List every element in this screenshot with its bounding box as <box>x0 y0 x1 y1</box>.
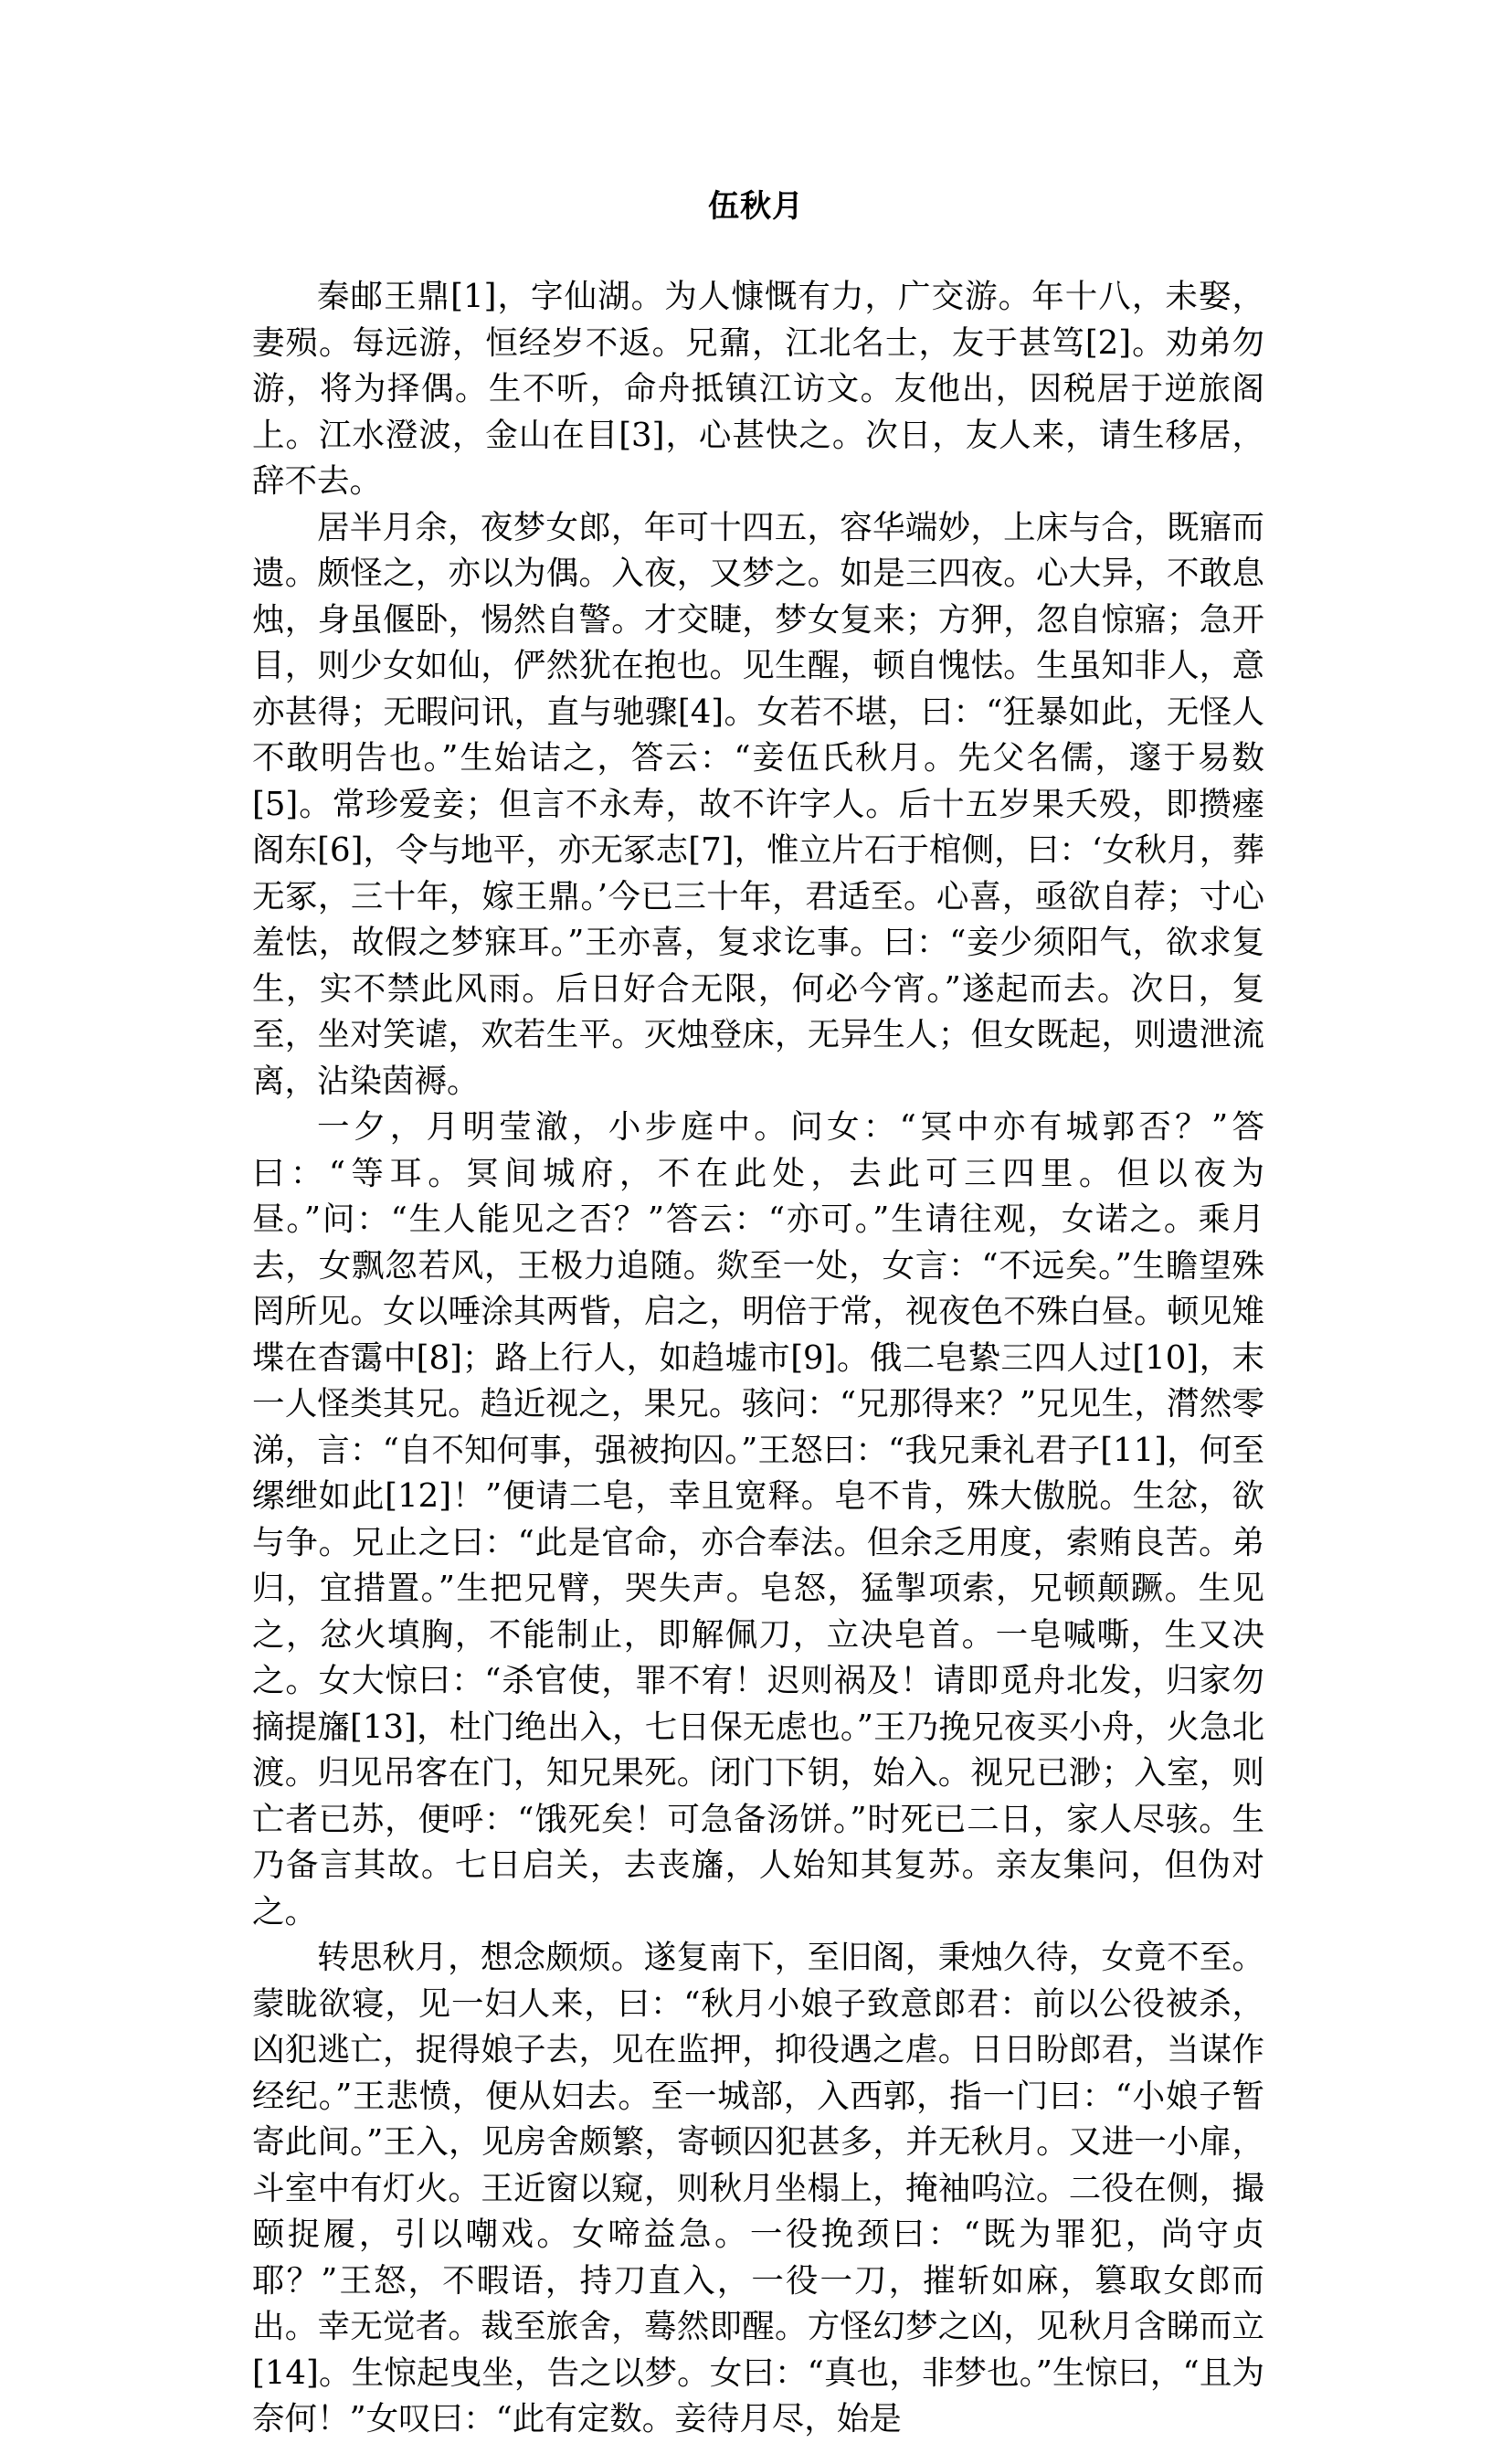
document-title: 伍秋月 <box>708 188 804 225</box>
paragraph-4: 转思秋月，想念颇烦。遂复南下，至旧阁，秉烛久待，女竟不至。蒙眬欲寝，见一妇人来，曰：“秋月小娘子致意郎君：前以公役被杀，凶犯逃亡，捉得娘子去，见在监押，抑役遇之虐。日日盼郎君，当谋作经纪。”王悲愤，便从妇去。至一城部，入西郭，指一门曰：“小娘子暂寄此间。”王入，见房舍颇繁，寄顿囚犯甚多，并无秋月。又进一小扉，斗室中有灯火。王近窗以窥，则秋月坐榻上，掩袖呜泣。二役在侧，撮颐捉履，引以嘲戏。女啼益急。一役挽颈曰：“既为罪犯，尚守贞耶？”王怒，不暇语，持刀直入，一役一刀，摧斩如麻，篡取女郎而出。幸无觉者。裁至旅舍，蓦然即醒。方怪幻梦之凶，见秋月含睇而立[14]。生惊起曳坐，告之以梦。女曰：“真也，非梦也。”生惊曰，“且为奈何！”女叹曰：“此有定数。妾待月尽，始是 <box>252 1939 1264 2438</box>
paragraph-3: 一夕，月明莹澈，小步庭中。问女：“冥中亦有城郭否？”答曰：“等耳。冥间城府，不在此处，去此可三四里。但以夜为昼。”问：“生人能见之否？”答云：“亦可。”生请往观，女诺之。乘月去，女飘忽若风，王极力追随。欻至一处，女言：“不远矣。”生瞻望殊罔所见。女以唾涂其两眥，启之，明倍于常，视夜色不殊白昼。顿见雉堞在杳霭中[8]；路上行人，如趋墟市[9]。俄二皂絷三四人过[10]，末一人怪类其兄。趋近视之，果兄。骇问：“兄那得来？”兄见生，潸然零涕，言：“自不知何事，强被拘囚。”王怒曰：“我兄秉礼君子[11]，何至缧绁如此[12]！”便请二皂，幸且宽释。皂不肯，殊大傲脱。生忿，欲与争。兄止之曰：“此是官命，亦合奉法。但余乏用度，索贿良苦。弟归，宜措置。”生把兄臂，哭失声。皂怒，猛掣项索，兄顿颠蹶。生见之，忿火填胸，不能制止，即解佩刀，立决皂首。一皂喊嘶，生又决之。女大惊曰：“杀官使，罪不宥！迟则祸及！请即觅舟北发，归家勿摘提旛[13]，杜门绝出入，七日保无虑也。”王乃挽兄夜买小舟，火急北渡。归见吊客在门，知兄果死。闭门下钥，始入。视兄已渺；入室，则亡者已苏，便呼：“饿死矣！可急备汤饼。”时死已二日，家人尽骇。生乃备言其故。七日启关，去丧旛，人始知其复苏。亲友集问，但伪对之。 <box>252 1108 1264 1930</box>
paragraph-2: 居半月余，夜梦女郎，年可十四五，容华端妙，上床与合，既寤而遗。颇怪之，亦以为偶。入夜，又梦之。如是三四夜。心大异，不敢息烛，身虽偃卧，惕然自警。才交睫，梦女复来；方狎，忽自惊寤；急开目，则少女如仙，俨然犹在抱也。见生醒，顿自愧怯。生虽知非人，意亦甚得；无暇问讯，直与驰骤[4]。女若不堪，曰：“狂暴如此，无怪人不敢明告也。”生始诘之，答云：“妾伍氏秋月。先父名儒，邃于易数[5]。常珍爱妾；但言不永寿，故不许字人。后十五岁果夭殁，即攒瘗阁东[6]，令与地平，亦无冢志[7]，惟立片石于棺侧，曰：‘女秋月，葬无冢，三十年，嫁王鼎。’今已三十年，君适至。心喜，亟欲自荐；寸心羞怯，故假之梦寐耳。”王亦喜，复求讫事。曰：“妾少须阳气，欲求复生，实不禁此风雨。后日好合无限，何必今宵。”遂起而去。次日，复至，坐对笑谑，欢若生平。灭烛登床，无异生人；但女既起，则遗泄流离，沾染茵褥。 <box>252 508 1264 1100</box>
paragraph-1: 秦邮王鼎[1]，字仙湖。为人慷慨有力，广交游。年十八，未娶，妻殒。每远游，恒经岁不返。兄鼐，江北名士，友于甚笃[2]。劝弟勿游，将为择偶。生不听，命舟抵镇江访文。友他出，因税居于逆旅阁上。江水澄波，金山在目[3]，心甚快之。次日，友人来，请生移居，辞不去。 <box>252 278 1264 500</box>
document-body <box>252 274 1264 2443</box>
